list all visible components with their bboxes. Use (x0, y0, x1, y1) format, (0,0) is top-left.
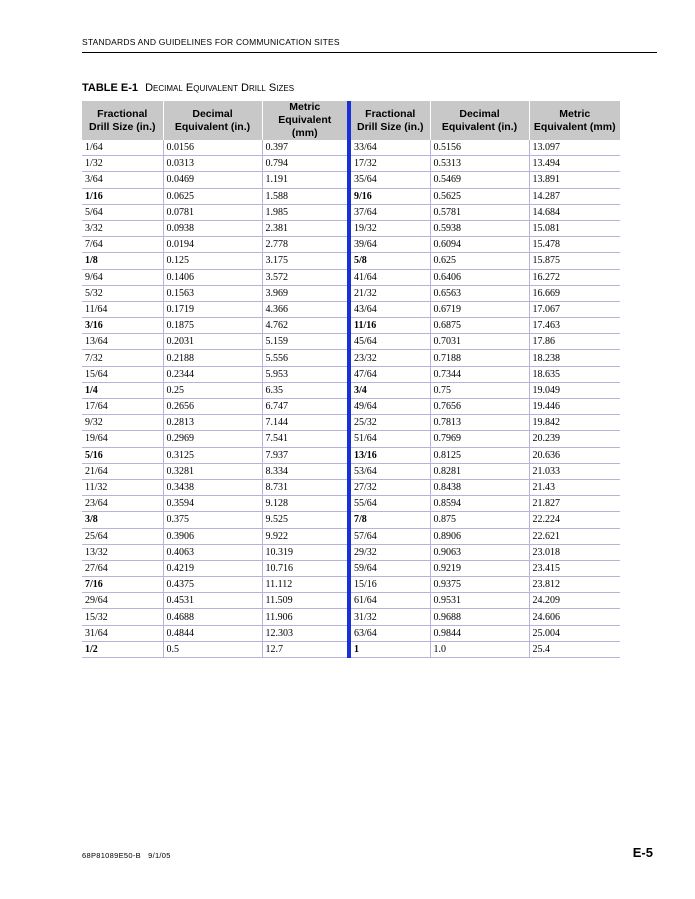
fraction-cell: 29/64 (82, 593, 163, 609)
fraction-cell: 39/64 (349, 237, 430, 253)
metric-cell: 0.794 (262, 156, 349, 172)
metric-cell: 23.018 (529, 544, 620, 560)
table-row (82, 269, 620, 285)
decimal-cell: 0.7188 (430, 350, 529, 366)
table-row (82, 140, 620, 156)
metric-cell: 18.238 (529, 350, 620, 366)
column-header-decimal-right: Decimal Equivalent (in.) (430, 101, 529, 140)
column-header-fractional-left: Fractional Drill Size (in.) (82, 101, 163, 140)
metric-cell: 5.159 (262, 334, 349, 350)
metric-cell: 5.556 (262, 350, 349, 366)
decimal-cell: 0.4844 (163, 625, 262, 641)
decimal-cell: 0.5313 (430, 156, 529, 172)
decimal-cell: 0.1719 (163, 301, 262, 317)
fraction-cell: 27/64 (82, 560, 163, 576)
fraction-cell: 15/32 (82, 609, 163, 625)
fraction-cell: 7/16 (82, 577, 163, 593)
fraction-cell: 35/64 (349, 172, 430, 188)
metric-cell: 7.541 (262, 431, 349, 447)
fraction-cell: 5/16 (82, 447, 163, 463)
metric-cell: 25.4 (529, 641, 620, 657)
fraction-cell: 1 (349, 641, 430, 657)
decimal-cell: 0.9531 (430, 593, 529, 609)
metric-cell: 8.334 (262, 463, 349, 479)
metric-cell: 13.891 (529, 172, 620, 188)
metric-cell: 3.572 (262, 269, 349, 285)
drill-size-table (82, 101, 620, 658)
decimal-cell: 0.5156 (430, 140, 529, 156)
decimal-cell: 0.6094 (430, 237, 529, 253)
decimal-cell: 0.0938 (163, 220, 262, 236)
fraction-cell: 7/64 (82, 237, 163, 253)
fraction-cell: 1/16 (82, 188, 163, 204)
fraction-cell: 9/32 (82, 415, 163, 431)
fraction-cell: 13/16 (349, 447, 430, 463)
table-caption-title: Decimal Equivalent Drill Sizes (145, 82, 295, 94)
decimal-cell: 0.7344 (430, 366, 529, 382)
fraction-cell: 31/64 (82, 625, 163, 641)
metric-cell: 19.049 (529, 382, 620, 398)
decimal-cell: 0.8906 (430, 528, 529, 544)
fraction-cell: 3/4 (349, 382, 430, 398)
metric-cell: 9.922 (262, 528, 349, 544)
decimal-cell: 0.4063 (163, 544, 262, 560)
decimal-cell: 0.5938 (430, 220, 529, 236)
table-row (82, 318, 620, 334)
fraction-cell: 11/32 (82, 479, 163, 495)
decimal-cell: 0.4531 (163, 593, 262, 609)
decimal-cell: 0.0313 (163, 156, 262, 172)
metric-cell: 9.525 (262, 512, 349, 528)
table-row (82, 609, 620, 625)
table-body (82, 140, 620, 658)
decimal-cell: 0.125 (163, 253, 262, 269)
metric-cell: 8.731 (262, 479, 349, 495)
metric-cell: 20.636 (529, 447, 620, 463)
decimal-cell: 0.2969 (163, 431, 262, 447)
fraction-cell: 57/64 (349, 528, 430, 544)
fraction-cell: 3/64 (82, 172, 163, 188)
fraction-cell: 1/8 (82, 253, 163, 269)
fraction-cell: 1/32 (82, 156, 163, 172)
page-number: E-5 (632, 845, 653, 860)
fraction-cell: 5/32 (82, 285, 163, 301)
table-row (82, 334, 620, 350)
decimal-cell: 0.875 (430, 512, 529, 528)
decimal-cell: 0.4375 (163, 577, 262, 593)
metric-cell: 11.509 (262, 593, 349, 609)
fraction-cell: 25/64 (82, 528, 163, 544)
metric-cell: 13.097 (529, 140, 620, 156)
metric-cell: 18.635 (529, 366, 620, 382)
metric-cell: 19.842 (529, 415, 620, 431)
fraction-cell: 3/16 (82, 318, 163, 334)
table-row (82, 593, 620, 609)
decimal-cell: 0.8438 (430, 479, 529, 495)
table-row (82, 479, 620, 495)
fraction-cell: 51/64 (349, 431, 430, 447)
fraction-cell: 25/32 (349, 415, 430, 431)
table-row (82, 447, 620, 463)
fraction-cell: 1/2 (82, 641, 163, 657)
fraction-cell: 5/64 (82, 204, 163, 220)
decimal-cell: 0.1563 (163, 285, 262, 301)
decimal-cell: 0.0469 (163, 172, 262, 188)
table-row (82, 172, 620, 188)
fraction-cell: 1/4 (82, 382, 163, 398)
fraction-cell: 41/64 (349, 269, 430, 285)
fraction-cell: 43/64 (349, 301, 430, 317)
metric-cell: 6.35 (262, 382, 349, 398)
fraction-cell: 7/8 (349, 512, 430, 528)
fraction-cell: 13/64 (82, 334, 163, 350)
table-row (82, 188, 620, 204)
table-row (82, 415, 620, 431)
column-header-metric-right: Metric Equivalent (mm) (529, 101, 620, 140)
metric-cell: 10.319 (262, 544, 349, 560)
metric-cell: 2.778 (262, 237, 349, 253)
fraction-cell: 29/32 (349, 544, 430, 560)
fraction-cell: 49/64 (349, 399, 430, 415)
decimal-cell: 0.7813 (430, 415, 529, 431)
decimal-cell: 0.3281 (163, 463, 262, 479)
metric-cell: 1.191 (262, 172, 349, 188)
metric-cell: 16.669 (529, 285, 620, 301)
decimal-cell: 0.6563 (430, 285, 529, 301)
metric-cell: 1.985 (262, 204, 349, 220)
metric-cell: 17.067 (529, 301, 620, 317)
fraction-cell: 3/8 (82, 512, 163, 528)
fraction-cell: 55/64 (349, 496, 430, 512)
decimal-cell: 0.3906 (163, 528, 262, 544)
metric-cell: 23.415 (529, 560, 620, 576)
decimal-cell: 0.0194 (163, 237, 262, 253)
decimal-cell: 0.25 (163, 382, 262, 398)
metric-cell: 3.175 (262, 253, 349, 269)
metric-cell: 15.875 (529, 253, 620, 269)
decimal-cell: 0.6875 (430, 318, 529, 334)
decimal-cell: 0.6719 (430, 301, 529, 317)
metric-cell: 11.906 (262, 609, 349, 625)
metric-cell: 22.621 (529, 528, 620, 544)
table-row (82, 220, 620, 236)
table-header-row (82, 101, 620, 140)
metric-cell: 3.969 (262, 285, 349, 301)
decimal-cell: 0.5781 (430, 204, 529, 220)
table-row (82, 577, 620, 593)
metric-cell: 25.004 (529, 625, 620, 641)
column-header-metric-left: Metric Equivalent (mm) (262, 101, 349, 140)
decimal-cell: 0.4688 (163, 609, 262, 625)
column-header-fractional-right: Fractional Drill Size (in.) (349, 101, 430, 140)
fraction-cell: 3/32 (82, 220, 163, 236)
table-row (82, 496, 620, 512)
fraction-cell: 47/64 (349, 366, 430, 382)
fraction-cell: 45/64 (349, 334, 430, 350)
decimal-cell: 0.2188 (163, 350, 262, 366)
decimal-cell: 0.0156 (163, 140, 262, 156)
metric-cell: 1.588 (262, 188, 349, 204)
decimal-cell: 0.8281 (430, 463, 529, 479)
decimal-cell: 1.0 (430, 641, 529, 657)
metric-cell: 17.463 (529, 318, 620, 334)
metric-cell: 10.716 (262, 560, 349, 576)
fraction-cell: 21/32 (349, 285, 430, 301)
table-row (82, 399, 620, 415)
table-row (82, 301, 620, 317)
metric-cell: 0.397 (262, 140, 349, 156)
decimal-cell: 0.2656 (163, 399, 262, 415)
fraction-cell: 15/16 (349, 577, 430, 593)
fraction-cell: 33/64 (349, 140, 430, 156)
decimal-cell: 0.2031 (163, 334, 262, 350)
fraction-cell: 31/32 (349, 609, 430, 625)
decimal-cell: 0.3594 (163, 496, 262, 512)
decimal-cell: 0.4219 (163, 560, 262, 576)
decimal-cell: 0.2813 (163, 415, 262, 431)
decimal-cell: 0.1875 (163, 318, 262, 334)
decimal-cell: 0.5 (163, 641, 262, 657)
decimal-cell: 0.9844 (430, 625, 529, 641)
table-caption-label: TABLE E-1 (82, 82, 139, 94)
metric-cell: 21.43 (529, 479, 620, 495)
fraction-cell: 37/64 (349, 204, 430, 220)
decimal-cell: 0.5625 (430, 188, 529, 204)
metric-cell: 21.033 (529, 463, 620, 479)
column-header-decimal-left: Decimal Equivalent (in.) (163, 101, 262, 140)
fraction-cell: 61/64 (349, 593, 430, 609)
metric-cell: 23.812 (529, 577, 620, 593)
table-row (82, 285, 620, 301)
fraction-cell: 7/32 (82, 350, 163, 366)
fraction-cell: 9/16 (349, 188, 430, 204)
footer-document-id: 68P81089E50-B 9/1/05 (82, 851, 171, 860)
metric-cell: 5.953 (262, 366, 349, 382)
decimal-cell: 0.9219 (430, 560, 529, 576)
running-header-title: STANDARDS AND GUIDELINES FOR COMMUNICATION SITES (82, 37, 340, 47)
metric-cell: 15.478 (529, 237, 620, 253)
table-row (82, 528, 620, 544)
metric-cell: 15.081 (529, 220, 620, 236)
table-caption (82, 82, 294, 94)
table-row (82, 544, 620, 560)
table-row (82, 625, 620, 641)
table-row (82, 463, 620, 479)
table-row (82, 253, 620, 269)
table-row (82, 350, 620, 366)
fraction-cell: 13/32 (82, 544, 163, 560)
fraction-cell: 15/64 (82, 366, 163, 382)
decimal-cell: 0.8125 (430, 447, 529, 463)
metric-cell: 9.128 (262, 496, 349, 512)
fraction-cell: 21/64 (82, 463, 163, 479)
metric-cell: 2.381 (262, 220, 349, 236)
metric-cell: 13.494 (529, 156, 620, 172)
decimal-cell: 0.2344 (163, 366, 262, 382)
fraction-cell: 11/16 (349, 318, 430, 334)
metric-cell: 7.144 (262, 415, 349, 431)
metric-cell: 7.937 (262, 447, 349, 463)
decimal-cell: 0.7031 (430, 334, 529, 350)
table-row (82, 204, 620, 220)
metric-cell: 24.606 (529, 609, 620, 625)
metric-cell: 20.239 (529, 431, 620, 447)
fraction-cell: 23/64 (82, 496, 163, 512)
decimal-cell: 0.3125 (163, 447, 262, 463)
fraction-cell: 5/8 (349, 253, 430, 269)
decimal-cell: 0.9688 (430, 609, 529, 625)
decimal-cell: 0.7969 (430, 431, 529, 447)
metric-cell: 12.7 (262, 641, 349, 657)
metric-cell: 14.684 (529, 204, 620, 220)
decimal-cell: 0.9375 (430, 577, 529, 593)
decimal-cell: 0.8594 (430, 496, 529, 512)
fraction-cell: 1/64 (82, 140, 163, 156)
fraction-cell: 11/64 (82, 301, 163, 317)
metric-cell: 6.747 (262, 399, 349, 415)
metric-cell: 24.209 (529, 593, 620, 609)
decimal-cell: 0.9063 (430, 544, 529, 560)
metric-cell: 4.762 (262, 318, 349, 334)
metric-cell: 19.446 (529, 399, 620, 415)
table-row (82, 431, 620, 447)
fraction-cell: 9/64 (82, 269, 163, 285)
decimal-cell: 0.6406 (430, 269, 529, 285)
fraction-cell: 63/64 (349, 625, 430, 641)
decimal-cell: 0.1406 (163, 269, 262, 285)
table-row (82, 512, 620, 528)
metric-cell: 12.303 (262, 625, 349, 641)
table-row (82, 382, 620, 398)
table-row (82, 560, 620, 576)
decimal-cell: 0.5469 (430, 172, 529, 188)
decimal-cell: 0.0781 (163, 204, 262, 220)
running-header (82, 37, 657, 53)
decimal-cell: 0.7656 (430, 399, 529, 415)
fraction-cell: 19/32 (349, 220, 430, 236)
table-row (82, 641, 620, 657)
metric-cell: 14.287 (529, 188, 620, 204)
fraction-cell: 27/32 (349, 479, 430, 495)
decimal-cell: 0.625 (430, 253, 529, 269)
metric-cell: 11.112 (262, 577, 349, 593)
metric-cell: 21.827 (529, 496, 620, 512)
fraction-cell: 17/64 (82, 399, 163, 415)
decimal-cell: 0.3438 (163, 479, 262, 495)
table-row (82, 156, 620, 172)
fraction-cell: 23/32 (349, 350, 430, 366)
table-row (82, 237, 620, 253)
fraction-cell: 53/64 (349, 463, 430, 479)
fraction-cell: 19/64 (82, 431, 163, 447)
table-row (82, 366, 620, 382)
metric-cell: 16.272 (529, 269, 620, 285)
decimal-cell: 0.75 (430, 382, 529, 398)
decimal-cell: 0.375 (163, 512, 262, 528)
decimal-cell: 0.0625 (163, 188, 262, 204)
metric-cell: 17.86 (529, 334, 620, 350)
metric-cell: 4.366 (262, 301, 349, 317)
fraction-cell: 59/64 (349, 560, 430, 576)
metric-cell: 22.224 (529, 512, 620, 528)
fraction-cell: 17/32 (349, 156, 430, 172)
